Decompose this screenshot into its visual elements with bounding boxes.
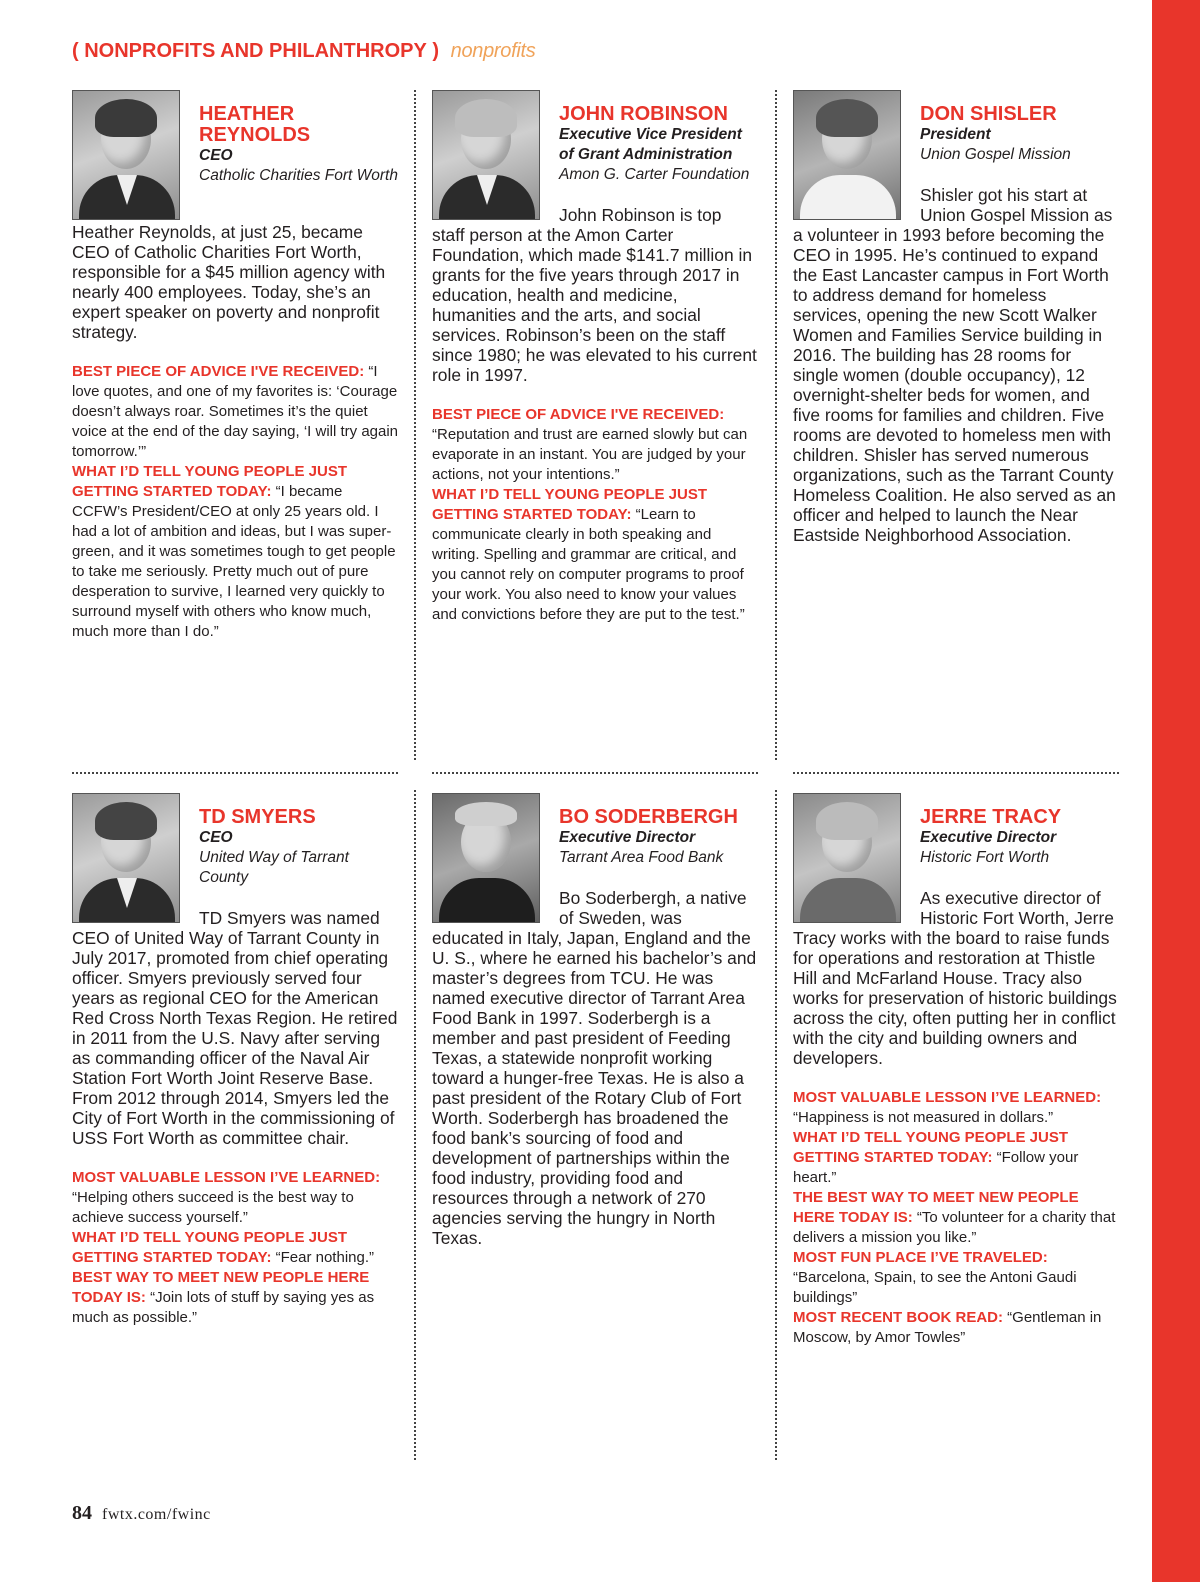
portrait-photo [793,90,901,220]
person-org: Catholic Charities Fort Worth [199,167,398,184]
qa-answer: “Gentleman in Moscow, by Amor Towles” [793,1309,1102,1346]
qa-label: THE BEST WAY TO MEET NEW PEOPLE HERE TODAY IS: [793,1189,1079,1226]
person-bio: Shisler got his start at Union Gospel Mission as a volunteer in 1993 before becoming the CEO in 1995. He’s continued to expand the East Lancaster campus in Fort Worth to address demand for homeless services, opening the new Scott Walker Women and Families Service building in 2016. The building has 28 rooms for single women (double occupancy), 12 overnight-shelter beds for women, and five rooms for families and children. Five rooms are devoted to homeless men with children. Shisler has served numerous organizations, such as the Tarrant County Homeless Coalition. He also served as an officer and helped to launch the Near Eastside Neighborhood Association. [793,185,1116,545]
portrait-photo [72,793,180,923]
person-bio: As executive director of Historic Fort Worth, Jerre Tracy works with the board to raise funds for operations and restoration at Thistle Hill and McFarland House. Tracy also works for preservation of historic buildings across the city, often putting her in conflict with the city and building owners and developers. [793,888,1117,1068]
row-divider [432,772,758,774]
person-name: JERRE TRACY [920,806,1062,828]
qa-label: WHAT I’D TELL YOUNG PEOPLE JUST GETTING STARTED TODAY: [72,1229,348,1266]
person-title: President [920,126,991,143]
section-title: NONPROFITS AND PHILANTHROPY [84,40,427,62]
row-divider [793,772,1119,774]
section-header [72,40,535,63]
header-close-paren: ) [432,40,440,62]
qa-item [72,362,398,462]
person-name: HEATHER REYNOLDS [199,103,311,146]
qa-item [72,1228,398,1268]
qa-answer: “Learn to communicate clearly in both speaking and writing. Spelling and grammar are critical, and you cannot rely on computer programs to proof your work. You also need to know your values and convictions before they are put to the test.” [432,506,745,623]
qa-label: WHAT I’D TELL YOUNG PEOPLE JUST GETTING STARTED TODAY: [72,463,348,500]
profile-card [793,793,1119,1348]
qa-answer: “Barcelona, Spain, to see the Antoni Gaudi buildings” [793,1269,1077,1306]
qa-label: BEST PIECE OF ADVICE I'VE RECEIVED: [432,406,725,423]
qa-item [72,462,398,642]
profile-card [793,90,1119,545]
qa-label: BEST WAY TO MEET NEW PEOPLE HERE TODAY IS: [72,1269,370,1306]
qa-label: MOST FUN PLACE I’VE TRAVELED: [793,1249,1048,1266]
qa-answer: “Helping others succeed is the best way to achieve success yourself.” [72,1189,354,1226]
qa-answer: “To volunteer for a charity that delivers a mission you like.” [793,1209,1116,1246]
qa-item [432,485,758,625]
qa-item [793,1308,1119,1348]
qa-item [793,1128,1119,1188]
qa-answer: “Reputation and trust are earned slowly but can evaporate in an instant. You are judged by your actions, not your intentions.” [432,426,748,483]
qa-answer: “I became CCFW’s President/CEO at only 25 years old. I had a lot of ambition and ideas, but I was super-green, and it was sometimes tough to get people to take me seriously. Pretty much out of pure desperation to survive, I learned very quickly to surround myself with others who know much, much more than I do.” [72,483,396,640]
qa-answer: “Follow your heart.” [793,1149,1079,1186]
portrait-photo [793,793,901,923]
qa-item [72,1268,398,1328]
person-title: CEO [199,829,233,846]
section-subtitle: nonprofits [450,40,536,62]
red-edge-bar [1152,0,1200,1582]
qa-item [432,405,758,485]
portrait-photo [432,90,540,220]
person-name: DON SHISLER [920,103,1057,125]
person-org: Historic Fort Worth [920,849,1050,866]
qa-item [793,1188,1119,1248]
qa-label: BEST PIECE OF ADVICE I'VE RECEIVED: [72,363,365,380]
profile-card [72,793,398,1328]
qa-answer: “I love quotes, and one of my favorites is: ‘Courage doesn’t always roar. Sometimes it’s the quiet voice at the end of the day saying, ‘I will try again tomorrow.’” [72,363,399,460]
person-name: BO SODERBERGH [559,806,738,828]
qa-item [72,1168,398,1228]
page-number: 84 [72,1502,92,1524]
qa-answer: “Fear nothing.” [271,1249,374,1266]
person-org: Tarrant Area Food Bank [559,849,724,866]
row-divider [72,772,398,774]
person-org: United Way of Tarrant County [199,849,349,886]
person-title: Executive Director [920,829,1057,846]
column-divider [414,90,416,760]
person-name: JOHN ROBINSON [559,103,728,125]
column-divider [775,790,777,1460]
portrait-photo [432,793,540,923]
qa-item [793,1088,1119,1128]
profile-card [432,793,758,1248]
person-title: Executive Vice President of Grant Administration [559,126,742,163]
page-footer [72,1502,211,1525]
person-name: TD SMYERS [199,806,316,828]
person-title: CEO [199,147,233,164]
qa-answer: “Join lots of stuff by saying yes as much as possible.” [72,1289,375,1326]
header-open-paren: ( [72,40,79,62]
person-bio: Heather Reynolds, at just 25, became CEO of Catholic Charities Fort Worth, responsible for a $45 million agency with nearly 400 employees. Today, she’s an expert speaker on poverty and nonprofit strategy. [72,222,386,342]
qa-item [793,1248,1119,1308]
qa-label: MOST VALUABLE LESSON I’VE LEARNED: [72,1169,381,1186]
portrait-photo [72,90,180,220]
person-org: Union Gospel Mission [920,146,1071,163]
person-org: Amon G. Carter Foundation [559,166,750,183]
column-divider [775,90,777,760]
profile-card [432,90,758,625]
profile-card [72,90,398,642]
person-title: Executive Director [559,829,696,846]
qa-label: WHAT I’D TELL YOUNG PEOPLE JUST GETTING STARTED TODAY: [793,1129,1069,1166]
qa-label: MOST RECENT BOOK READ: [793,1309,1003,1326]
person-bio: John Robinson is top staff person at the Amon Carter Foundation, which made $141.7 million in grants for the five years through 2017 in education, health and medicine, humanities and the arts, and social services. Robinson’s been on the staff since 1980; he was elevated to his current role in 1997. [432,205,757,385]
person-bio: TD Smyers was named CEO of United Way of Tarrant County in July 2017, promoted from chief operating officer. Smyers previously served four years as regional CEO for the American Red Cross North Texas Region. He retired in 2011 from the U.S. Navy after serving as commanding officer of the Naval Air Station Fort Worth Joint Reserve Base. From 2012 through 2014, Smyers led the City of Fort Worth in the commissioning of USS Fort Worth as committee chair. [72,908,398,1148]
qa-answer: “Happiness is not measured in dollars.” [793,1109,1054,1126]
person-bio: Bo Soderbergh, a native of Sweden, was educated in Italy, Japan, England and the U. S., where he earned his bachelor’s and master’s degrees from TCU. He was named executive director of Tarrant Area Food Bank in 1997. Soderbergh is a member and past president of Feeding Texas, a statewide nonprofit working toward a hunger-free Texas. He is also a past president of the Rotary Club of Fort Worth. Soderbergh has broadened the food bank’s sourcing of food and development of partnerships within the food industry, providing food and resources through a network of 270 agencies serving the hungry in North Texas. [432,888,757,1248]
qa-label: WHAT I’D TELL YOUNG PEOPLE JUST GETTING STARTED TODAY: [432,486,708,523]
qa-label: MOST VALUABLE LESSON I’VE LEARNED: [793,1089,1102,1106]
column-divider [414,790,416,1460]
footer-url: fwtx.com/fwinc [102,1506,211,1523]
